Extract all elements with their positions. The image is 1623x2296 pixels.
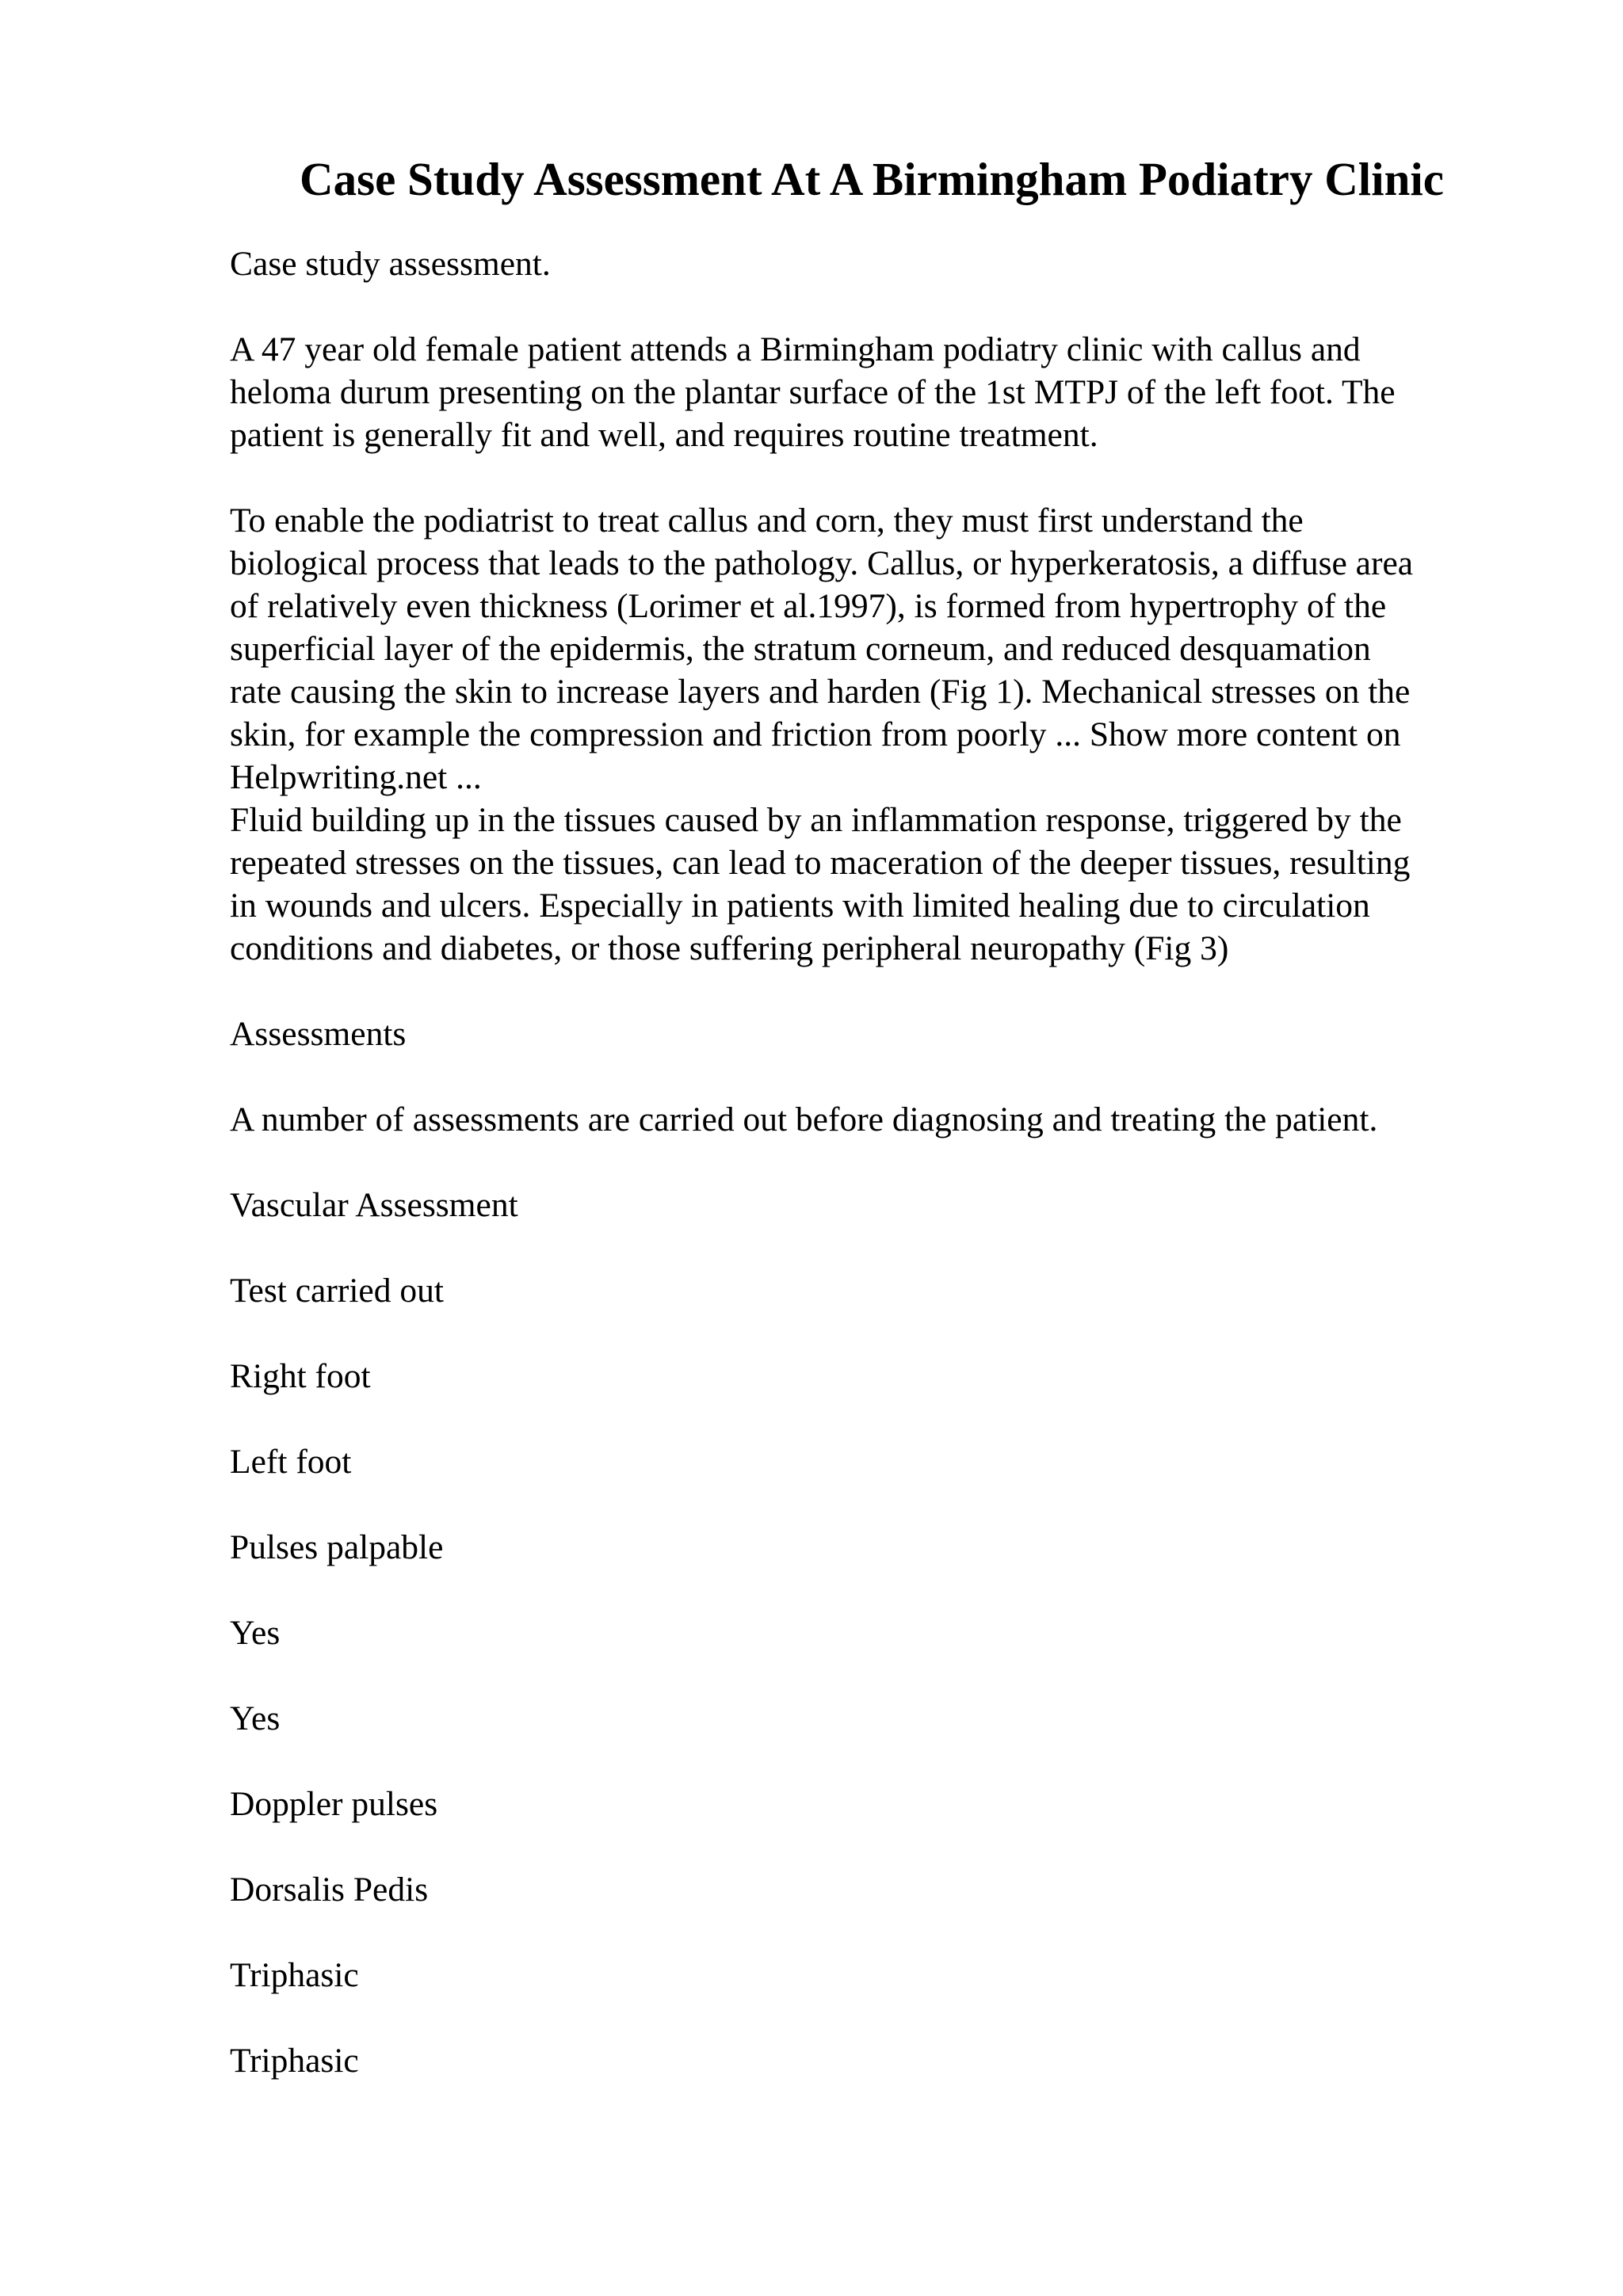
paragraph-patient [230,328,1498,456]
text-line: patient is generally fit and well, and requires routine treatment. [230,416,1098,454]
text-line: repeated stresses on the tissues, can lead to maceration of the deeper tissues, resulting [230,844,1411,882]
document-title: Case Study Assessment At A Birmingham Podiatry Clinic [300,153,1444,205]
table-header-right-foot [230,1355,1498,1398]
text-line: Vascular Assessment [230,1186,518,1224]
text-line: Triphasic [230,2042,359,2080]
table-header-left-foot [230,1440,1498,1483]
text-line: Left foot [230,1443,352,1481]
table-header-test [230,1269,1498,1312]
text-line: conditions and diabetes, or those suffering peripheral neuropathy (Fig 3) [230,929,1229,967]
text-line: skin, for example the compression and friction from poorly ... Show more content on [230,715,1401,753]
text-line: Fluid building up in the tissues caused by an inflammation response, triggered by the [230,801,1402,839]
text-line: rate causing the skin to increase layers and harden (Fig 1). Mechanical stresses on the [230,673,1411,711]
text-line: Assessments [230,1015,407,1053]
table-cell-pulses-palpable [230,1526,1498,1569]
paragraph-callus [230,499,1498,799]
paragraph-fluid [230,799,1498,970]
text-line: Case study assessment. [230,245,551,283]
table-cell-doppler-pulses [230,1783,1498,1825]
table-cell-left-yes [230,1697,1498,1740]
document-body [230,242,1498,2082]
paragraph-intro [230,242,1498,285]
text-line: A number of assessments are carried out before diagnosing and treating the patient. [230,1100,1378,1138]
heading-assessments [230,1013,1498,1055]
text-line: Right foot [230,1357,371,1395]
table-cell-right-triphasic [230,1954,1498,1997]
text-line: Doppler pulses [230,1785,438,1823]
text-line: Dorsalis Pedis [230,1871,429,1909]
text-line: Yes [230,1699,281,1737]
text-line: Helpwriting.net ... [230,758,482,796]
text-line: biological process that leads to the pathology. Callus, or hyperkeratosis, a diffuse area [230,544,1414,582]
text-line: Yes [230,1614,281,1652]
text-line: heloma durum presenting on the plantar surface of the 1st MTPJ of the left foot. The [230,373,1396,411]
table-cell-right-yes [230,1611,1498,1654]
text-line: A 47 year old female patient attends a Birmingham podiatry clinic with callus and [230,330,1361,368]
table-cell-dorsalis-pedis [230,1868,1498,1911]
text-line: Test carried out [230,1272,444,1310]
text-line: in wounds and ulcers. Especially in patients with limited healing due to circulation [230,887,1370,925]
text-line: Pulses palpable [230,1528,444,1566]
table-cell-left-triphasic [230,2039,1498,2082]
text-line: of relatively even thickness (Lorimer et al.1997), is formed from hypertrophy of the [230,587,1387,625]
text-line: Triphasic [230,1956,359,1994]
paragraph-assessments-intro [230,1098,1498,1141]
text-line: To enable the podiatrist to treat callus and corn, they must first understand the [230,502,1304,540]
heading-vascular-assessment [230,1184,1498,1226]
text-line: superficial layer of the epidermis, the stratum corneum, and reduced desquamation [230,630,1371,668]
